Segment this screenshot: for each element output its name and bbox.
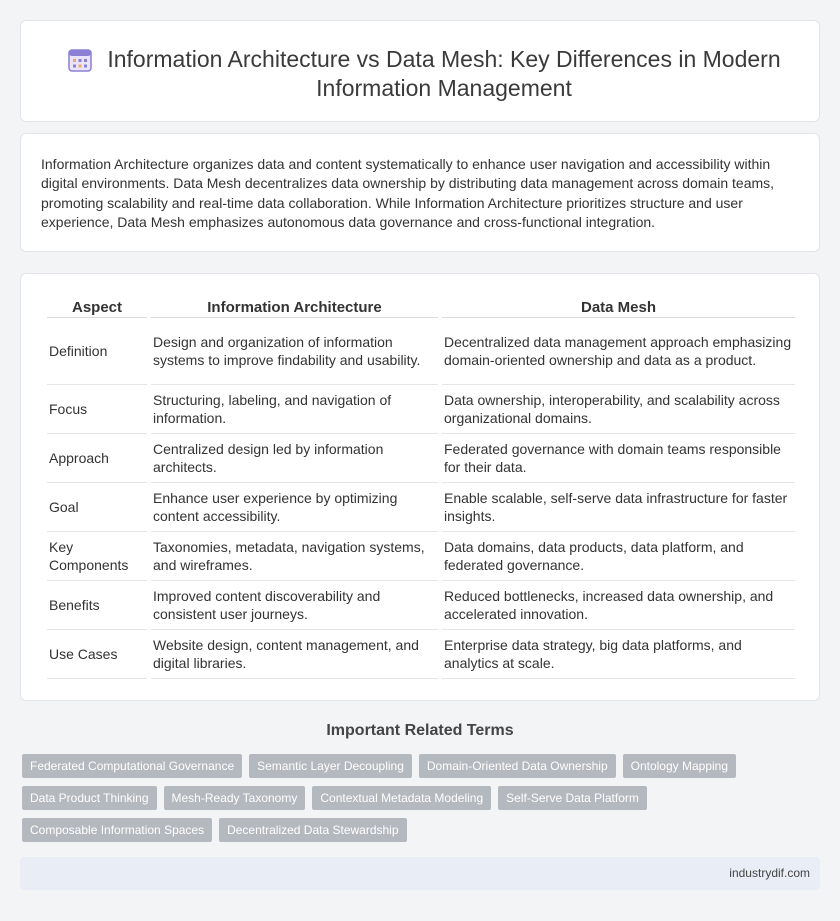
- cell-information-architecture: Website design, content management, and digital libraries.: [151, 630, 438, 679]
- header-aspect: Aspect: [47, 296, 147, 318]
- table-row: [47, 532, 795, 581]
- cell-information-architecture: Improved content discoverability and consistent user journeys.: [151, 581, 438, 630]
- related-term-tag[interactable]: Contextual Metadata Modeling: [312, 786, 491, 810]
- related-term-tag[interactable]: Ontology Mapping: [623, 754, 736, 778]
- cell-aspect: Key Components: [47, 532, 147, 581]
- cell-data-mesh: Enable scalable, self-serve data infrastructure for faster insights.: [442, 483, 795, 532]
- related-term-tag[interactable]: Data Product Thinking: [22, 786, 157, 810]
- cell-information-architecture: Taxonomies, metadata, navigation systems, and wireframes.: [151, 532, 438, 581]
- table-row: [47, 581, 795, 630]
- intro-card: [20, 133, 820, 252]
- header-information-architecture: Information Architecture: [151, 296, 438, 318]
- footer: [20, 857, 820, 890]
- title-card: [20, 20, 820, 122]
- related-terms-list: [22, 754, 802, 850]
- cell-information-architecture: Enhance user experience by optimizing content accessibility.: [151, 483, 438, 532]
- cell-aspect: Goal: [47, 483, 147, 532]
- table-header-row: [47, 296, 795, 318]
- related-term-tag[interactable]: Decentralized Data Stewardship: [219, 818, 406, 842]
- tag-row: [22, 786, 802, 810]
- table-row: [47, 385, 795, 434]
- intro-paragraph: Information Architecture organizes data and content systematically to enhance user navigation and accessibility within digital environments. Data Mesh decentralizes data ownership by distributing data management across domain teams, promoting scalability and real-time data collaboration. While Information Architecture prioritizes structure and user experience, Data Mesh emphasizes autonomous data governance and cross-functional integration.: [41, 156, 775, 231]
- tag-row: [22, 754, 802, 778]
- related-term-tag[interactable]: Federated Computational Governance: [22, 754, 242, 778]
- related-term-tag[interactable]: Domain-Oriented Data Ownership: [419, 754, 616, 778]
- table-row: [47, 434, 795, 483]
- table-row: [47, 630, 795, 679]
- header-data-mesh: Data Mesh: [442, 296, 795, 318]
- cell-data-mesh: Enterprise data strategy, big data platforms, and analytics at scale.: [442, 630, 795, 679]
- cell-information-architecture: Structuring, labeling, and navigation of information.: [151, 385, 438, 434]
- cell-data-mesh: Decentralized data management approach emphasizing domain-oriented ownership and data as a product.: [442, 318, 795, 385]
- cell-data-mesh: Federated governance with domain teams responsible for their data.: [442, 434, 795, 483]
- cell-information-architecture: Design and organization of information systems to improve findability and usability.: [151, 318, 438, 385]
- cell-data-mesh: Data domains, data products, data platform, and federated governance.: [442, 532, 795, 581]
- related-term-tag[interactable]: Composable Information Spaces: [22, 818, 212, 842]
- comparison-table-card: [20, 273, 820, 701]
- cell-data-mesh: Data ownership, interoperability, and scalability across organizational domains.: [442, 385, 795, 434]
- related-terms-title: Important Related Terms: [326, 722, 514, 739]
- page-title: Information Architecture vs Data Mesh: Key Differences in Modern Information Management: [107, 46, 781, 101]
- cell-aspect: Approach: [47, 434, 147, 483]
- related-term-tag[interactable]: Self-Serve Data Platform: [498, 786, 647, 810]
- cell-data-mesh: Reduced bottlenecks, increased data ownership, and accelerated innovation.: [442, 581, 795, 630]
- cell-aspect: Benefits: [47, 581, 147, 630]
- cell-aspect: Definition: [47, 318, 147, 385]
- table-row: [47, 318, 795, 385]
- footer-site-link[interactable]: industrydif.com: [729, 866, 810, 880]
- cell-aspect: Use Cases: [47, 630, 147, 679]
- table-row: [47, 483, 795, 532]
- tag-row: [22, 818, 802, 842]
- comparison-table: [43, 296, 799, 679]
- related-term-tag[interactable]: Mesh-Ready Taxonomy: [164, 786, 306, 810]
- cell-aspect: Focus: [47, 385, 147, 434]
- cell-information-architecture: Centralized design led by information architects.: [151, 434, 438, 483]
- related-term-tag[interactable]: Semantic Layer Decoupling: [249, 754, 412, 778]
